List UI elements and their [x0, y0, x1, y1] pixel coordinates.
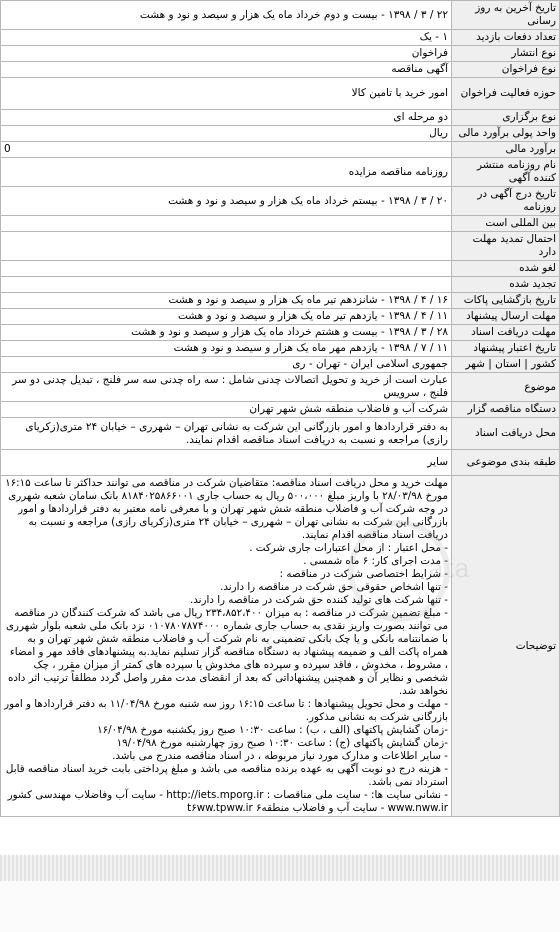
row-value: سایر: [1, 450, 452, 476]
row-value: [1, 261, 452, 277]
info-row: [1, 1, 560, 30]
row-label: دستگاه مناقصه گزار: [452, 402, 560, 418]
row-value: ۱۶ / ۴ / ۱۳۹۸ - شانزدهم تیر ماه یک هزار و سیصد و نود و هشت: [1, 293, 452, 309]
description-text: مهلت خرید و محل دریافت اسناد مناقصه: متقاضیان شرکت در مناقصه می توانند حداکثر تا ساعت ۱۶:۱۵ مورخ ۲۸/۰۳/۹۸ با واریز مبلغ ۵۰۰،۰۰۰ ریال به حساب جاری ۸۱۸۴۰۲۵۸۶۶۰۰۱ بانک سامان شعبه شهرری در وجه شرکت آب و فاضلاب منطقه شش شهر تهران و با معرفی نامه معتبر به دفتر قراردادها و امور بازرگانی این شرکت به نشانی تهران – شهرری – خیابان ۲۴ متری(زکریای رازی) مراجعه و نسبت به دریافت اسناد مناقصه اقدام نمایند. - محل اعتبار : از محل اعتبارات جاری شرکت . - مدت اجرای کار: ۶ ماه شمسی . - شرایط اختصاصی شرکت در مناقصه : - تنها اشخاص حقوقی حق شرکت در مناقصه را دارند. - تنها شرکت های تولید کننده حق شرکت در مناقصه را دارند. - مبلغ تضمین شرکت در مناقصه : به میزان ۲۳۴،۸۵۲،۴۰۰ ریال می باشد که شرکت کنندگان در مناقصه می توانند بصورت واریز نقدی به حساب جاری شماره ۰۱۰۷۸۰۷۸۷۴۰۰۰ نزد بانک ملی شعبه بلوار شهرری با ضمانتنامه بانکی و یا چک بانکی تضمینی به نام شرکت آب و فاضلاب منطقه شش شهر تهران و به همراه پاکت الف و ضمیمه پیشنهاد به دستگاه مناقصه گزار تسلیم نماید.به پیشنهادهای فاقد مهر و امضاء ، مشروط ، مخدوش ، فاقد سپرده و سپرده های مخدوش یا سپرده های کمتر از میزان مقرر ، چک شخصی و نظایر آن و همچنین پیشنهاداتی که بعد از انقضای مدت مقرر واصل گردد مطلقاً ترتیب اثر داده نخواهد شد. - مهلت و محل تحویل پیشنهادها : تا ساعت ۱۶:۱۵ روز سه شنبه مورخ ۱۱/۰۴/۹۸ به دفتر قراردادها و امور بازرگانی شرکت به نشانی مذکور. -زمان گشایش پاکتهای (الف ، ب) : ساعت ۱۰:۳۰ صبح روز یکشنبه مورخ ۱۶/۰۴/۹۸ -زمان گشایش پاکتهای (ج) : ساعت ۱۰:۳۰ صبح روز چهارشنبه مورخ ۱۹/۰۴/۹۸ - سایر اطلاعات و مدارک مورد نیاز مربوطه ، در اسناد مناقصه مندرج می باشد. - هزینه درج دو نوبت آگهی به عهده برنده مناقصه می باشد و مبلغ پرداختی بابت خرید اسناد مناقصه قابل استرداد نمی باشد. - نشانی سایت ها: - سایت ملی مناقصات : http://iets.mporg.ir - سایت آب وفاضلاب مهندسی کشور www.nww.ir - سایت آب و فاضلاب منطقه۶ t۶ww.tpww.ir: [1, 476, 452, 817]
description-label: توضیحات: [452, 476, 560, 817]
info-row: [1, 232, 560, 261]
row-label: لغو شده: [452, 261, 560, 277]
row-label: مهلت ارسال پیشنهاد: [452, 309, 560, 325]
row-label: مهلت دریافت اسناد: [452, 325, 560, 341]
row-value: فراخوان: [1, 46, 452, 62]
row-label: حوزه فعالیت فراخوان: [452, 78, 560, 110]
info-row: [1, 110, 560, 126]
row-value: [1, 232, 452, 261]
row-label: تاریخ بازگشایی پاکات: [452, 293, 560, 309]
row-value: امور خرید با تامین کالا: [1, 78, 452, 110]
info-row: [1, 341, 560, 357]
row-value: ۱۱ / ۴ / ۱۳۹۸ - یازدهم تیر ماه یک هزار و سیصد و نود و هشت: [1, 309, 452, 325]
row-label: بین المللی است: [452, 216, 560, 232]
row-value: ۱ - یک: [1, 30, 452, 46]
row-label: تاریخ آخرین به روز رسانی: [452, 1, 560, 30]
row-value: ۱۱ / ۷ / ۱۳۹۸ - یازدهم مهر ماه یک هزار و سیصد و نود و هشت: [1, 341, 452, 357]
row-value: ۲۲ / ۳ / ۱۳۹۸ - بیست و دوم خرداد ماه یک هزار و سیصد و نود و هشت: [1, 1, 452, 30]
row-value: روزنامه مناقصه مزایده: [1, 158, 452, 187]
row-value: ۲۸ / ۳ / ۱۳۹۸ - بیست و هشتم خرداد ماه یک هزار و سیصد و نود و هشت: [1, 325, 452, 341]
info-row: [1, 158, 560, 187]
row-label: واحد پولی برآورد مالی: [452, 126, 560, 142]
tender-details-body: [1, 1, 560, 476]
row-value: 0: [1, 142, 452, 158]
row-value: دو مرحله ای: [1, 110, 452, 126]
info-row: [1, 216, 560, 232]
info-row: [1, 450, 560, 476]
row-label: نوع فراخوان: [452, 62, 560, 78]
info-row: [1, 418, 560, 450]
info-row: [1, 357, 560, 373]
row-value: [1, 216, 452, 232]
row-label: کشور | استان | شهر: [452, 357, 560, 373]
row-label: نام روزنامه منتشر کننده آگهی: [452, 158, 560, 187]
info-row: [1, 187, 560, 216]
info-row: [1, 46, 560, 62]
info-row: [1, 325, 560, 341]
info-row: [1, 277, 560, 293]
description-row: [1, 476, 560, 817]
row-label: موضوع: [452, 373, 560, 402]
info-row: [1, 293, 560, 309]
row-label: محل دریافت اسناد: [452, 418, 560, 450]
row-value: ۲۰ / ۳ / ۱۳۹۸ - بیستم خرداد ماه یک هزار و سیصد و نود و هشت: [1, 187, 452, 216]
row-value: شرکت آب و فاضلاب منطقه شش شهر تهران: [1, 402, 452, 418]
row-label: نوع برگزاری: [452, 110, 560, 126]
row-value: جمهوری اسلامی ایران - تهران - ری: [1, 357, 452, 373]
row-label: طبقه بندی موضوعی: [452, 450, 560, 476]
info-row: [1, 261, 560, 277]
info-row: [1, 373, 560, 402]
row-label: تعداد دفعات بازدید: [452, 30, 560, 46]
info-row: [1, 126, 560, 142]
info-row: [1, 142, 560, 158]
row-label: احتمال تمدید مهلت دارد: [452, 232, 560, 261]
info-row: [1, 402, 560, 418]
row-label: نوع انتشار: [452, 46, 560, 62]
footer-blank: [0, 881, 560, 932]
info-row: [1, 62, 560, 78]
row-label: برآورد مالی: [452, 142, 560, 158]
footer-band: [0, 855, 560, 881]
row-label: تاریخ اعتبار پیشنهاد: [452, 341, 560, 357]
info-row: [1, 78, 560, 110]
row-value: ریال: [1, 126, 452, 142]
row-value: [1, 277, 452, 293]
info-row: [1, 309, 560, 325]
row-label: تجدید شده: [452, 277, 560, 293]
row-value: به دفتر قراردادها و امور بازرگانی این شرکت به نشانی تهران – شهرری – خیابان ۲۴ متری(زکریای رازی) مراجعه و نسبت به دریافت اسناد مناقصه اقدام نمایند.: [1, 418, 452, 450]
row-label: تاریخ درج آگهی در روزنامه: [452, 187, 560, 216]
info-row: [1, 30, 560, 46]
row-value: آگهی مناقصه: [1, 62, 452, 78]
row-value: عبارت است از خرید و تحویل اتصالات چدنی شامل : سه راه چدنی سه سر فلنج ، تبدیل چدنی دو سر فلنج ، سرویس: [1, 373, 452, 402]
